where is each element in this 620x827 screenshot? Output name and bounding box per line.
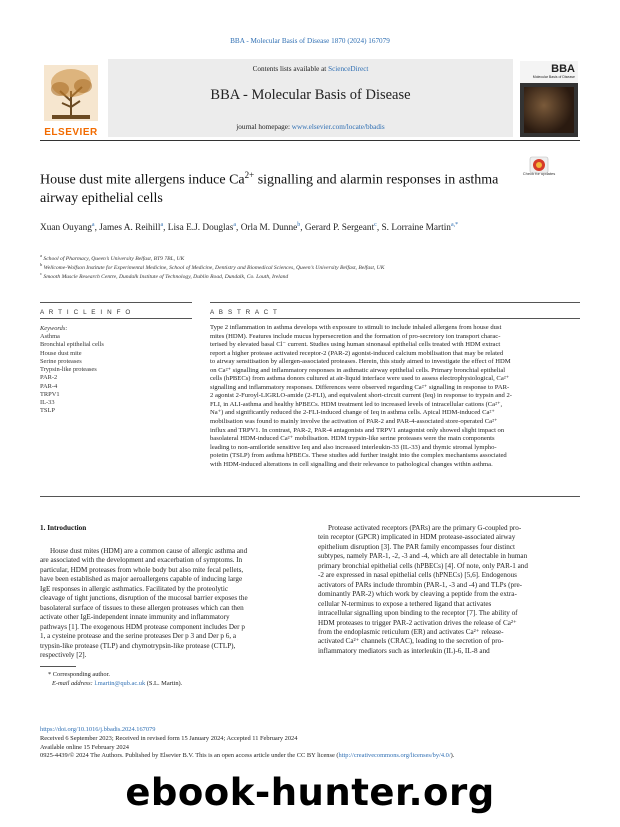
footnote-rule	[40, 666, 76, 667]
abstract-line: FLI, in ALI-asthma and healthy hPBECs. HDM treatment led to increased levels of intracellular cations (Ca²⁺,	[210, 400, 503, 408]
author-list: Xuan Ouyang$^a$, James A. Reihill$^a$, Lisa E.J. Douglas$^a$, Orla M. Dunne$^b$, Gerard P. Sergeant$^c$, S. Lorraine Martin$^{a,*}$	[40, 222, 459, 234]
intro-text-line: intracellular signalling upon binding to the receptor [7]. The ability of	[318, 609, 518, 618]
intro-text-line: are associated with the development and exacerbation of symptoms. In	[40, 556, 243, 565]
abstract-line: to airway sensitisation by allergen-associated proteases. Herein, this study aimed to investigate the effect of HDM	[210, 358, 511, 366]
running-head[interactable]: BBA - Molecular Basis of Disease 1870 (2024) 167079	[230, 37, 390, 45]
affiliation-c: $^c$ Smooth Muscle Research Centre, Dundalk Institute of Technology, Dublin Road, Dundalk, Co. Louth, Ireland	[40, 271, 289, 280]
article-info-rule-2	[40, 318, 192, 319]
intro-text-line: particular, HDM proteases from whole body but also mite fecal pellets,	[40, 565, 244, 574]
journal-homepage-link[interactable]: www.elsevier.com/locate/bbadis	[291, 123, 385, 131]
doi-link[interactable]: https://doi.org/10.1016/j.bbadis.2024.167079	[40, 726, 156, 733]
journal-banner	[40, 55, 580, 141]
author-name[interactable]: Orla M. Dunne	[240, 223, 298, 234]
intro-text-line: respectively [2].	[40, 650, 87, 659]
article-info-rule	[40, 302, 192, 303]
author-affiliation-marker[interactable]: a	[160, 222, 164, 228]
intro-text-line: basolateral surface of tissues to these allergen proteases which can then	[40, 603, 244, 612]
elsevier-tree-logo	[40, 61, 102, 137]
keyword-item: IL-33	[40, 399, 55, 406]
intro-text-line: subtypes, namely PAR-1, -2, -3 and -4, which are all detectable in human	[318, 552, 528, 561]
license-line: 0925-4439/© 2024 The Authors. Published by Elsevier B.V. This is an open access article under the CC BY license (http://creativecommons.org/licenses/by/4.0/).	[40, 752, 455, 760]
journal-homepage: journal homepage: www.elsevier.com/locate/bbadis	[236, 123, 385, 131]
author-affiliation-marker[interactable]: c	[374, 222, 377, 228]
intro-text-line: tein receptor (GPCR) implicated in HDM protease-associated airway	[318, 533, 516, 542]
watermark-text: ebook-hunter.org	[125, 771, 495, 814]
author-name[interactable]: S. Lorraine Martin	[381, 223, 451, 234]
intro-text-line: HDM proteases to trigger PAR-2 activation drives the release of Ca²⁺	[318, 618, 517, 627]
keyword-item: Asthma	[40, 333, 60, 340]
journal-title: BBA - Molecular Basis of Disease	[210, 87, 411, 103]
available-online: Available online 15 February 2024	[40, 743, 129, 751]
abstract-bottom-rule	[40, 496, 580, 497]
abstract-line: terised by elevated basal Cl⁻ current. Studies using human sinonasal epithelial cells treated with HDM extract	[210, 341, 501, 349]
intro-text-line: cleavage of tight junctions, disruption of the mucosal barrier exposes the	[40, 594, 248, 603]
keyword-item: Serine proteases	[40, 357, 82, 365]
intro-text-line: Protease activated receptors (PARs) are the primary G-coupled pro-	[328, 524, 522, 532]
author-affiliation-marker[interactable]: a	[233, 222, 237, 228]
intro-left-column	[40, 547, 302, 660]
intro-text-line: have been established as major aeroallergens capable of inducing large	[40, 575, 243, 584]
abstract-line: 2 agonist 2-Furoyl-LIGRLO-amide (2-FLI), and equivalent short-circuit current (Ieq) in response to trypsin and 2-	[210, 392, 512, 400]
author-name[interactable]: Lisa E.J. Douglas	[167, 223, 234, 234]
keyword-item: Bronchial epithelial cells	[40, 341, 104, 349]
abstract-line: mites (HDM). Features include mucus hypersecretion and the formation of pro-secretory ion transport charac-	[210, 332, 501, 340]
keyword-item: TRPV1	[40, 390, 60, 398]
footnote: * Corresponding author. E-mail address: l.martin@qub.ac.uk (S.L. Martin).	[40, 670, 340, 688]
author-affiliation-marker[interactable]: a	[91, 222, 95, 228]
check-for-updates-label: Check for updates	[522, 171, 556, 176]
abstract-line: poietin (TSLP) from asthma hPBECs. These studies add further insight into the complex mechanisms associated	[210, 452, 507, 460]
intro-text-line: activators of PARs include thrombin (PAR-1, -3 and -4) and TLPs (pre-	[318, 580, 523, 589]
intro-text-line: inflammatory mediators such as interleukin (IL)-6, IL-8 and	[318, 646, 490, 655]
author-affiliation-marker[interactable]: a,*	[450, 222, 459, 228]
intro-text-line: 1, a cysteine protease and the serine proteases Der p 3 and Der p 6, a	[40, 632, 237, 641]
author-name[interactable]: Xuan Ouyang	[40, 223, 92, 234]
abstract-line: influx and TRPV1. In contrast, PAR-2, PAR-4 antagonists and TRPV1 antagonist only showed slight impact on	[210, 426, 505, 434]
abstract-line: signalling and inflammatory responses. Differences were observed regarding Ca²⁺ signalling in response to PAR-	[210, 383, 510, 391]
intro-text-line: cellular N-terminus to expose a tethered ligand that activates	[318, 599, 492, 608]
cover-subtitle: Molecular Basis of Disease	[532, 75, 575, 79]
keyword-item: Trypsin-like proteases	[40, 366, 97, 373]
elsevier-wordmark: ELSEVIER	[44, 127, 98, 138]
abstract-line: mobilisation was found to mainly involve the activation of PAR-2 and PAR-4-associated store-operated Ca²⁺	[210, 418, 498, 426]
author-name[interactable]: Gerard P. Sergeant	[304, 223, 375, 234]
section-heading-introduction: 1. Introduction	[40, 524, 87, 532]
keywords-label: Keywords:	[40, 325, 68, 332]
intro-text-line: activate other IgE-independent innate immunity and inflammatory	[40, 613, 230, 622]
keyword-item: PAR-4	[40, 382, 58, 390]
intro-text-line: IgE responses in allergic asthmatics. Facilitated by the proteolytic	[40, 584, 229, 593]
author-name[interactable]: James A. Reihill	[99, 223, 161, 234]
affiliation-b: $^b$ Wellcome-Wolfson Institute for Experimental Medicine, School of Medicine, Dentistry and Biomedical Sciences, Queen’s University Belfast, Belfast, UK	[40, 262, 385, 271]
abstract-line: basolateral HDM-induced Ca²⁺ mobilisation. HDM trypsin-like serine proteases were the main components	[210, 435, 495, 443]
abstract-heading: A B S T R A C T	[210, 309, 279, 316]
abstract-line: report a higher protease activated receptor-2 (PAR-2) agonist-induced calcium mobilisation that may be related	[210, 349, 504, 357]
article-title: House dust mite allergens induce $Ca^{2+}$ signalling and alarmin responses in asthma airway epithelial cells	[40, 170, 499, 206]
abstract-line: leading to non-amiloride sensitive Ieq and also increased interleukin-33 (IL-33) and thymic stromal lympho-	[210, 443, 497, 451]
abstract-line: cells (hPBECs) from asthma donors cultured at air-liquid interface were used to assess electrophysiological, Ca²⁺	[210, 375, 510, 383]
received-dates: Received 6 September 2023; Received in revised form 15 January 2024; Accepted 11 February 2024	[40, 734, 298, 742]
intro-text-line: activated Ca²⁺ channels (CRAC), leading to the secretion of pro-	[318, 637, 504, 646]
intro-text-line: pathways [1]. The exogenous HDM protease component includes Der p	[40, 622, 245, 631]
keyword-item: PAR-2	[40, 374, 58, 382]
intro-text-line: primary bronchial epithelial cells (hPBECs) [4]. Of note, only PAR-1 and	[318, 561, 528, 570]
publication-footer	[40, 726, 600, 761]
article-info-heading: A R T I C L E I N F O	[40, 309, 132, 316]
intro-text-line: trypsin-like protease (TLP) and chymotrypsin-like protease (CTLP),	[40, 641, 236, 650]
author-affiliation-marker[interactable]: b	[297, 222, 301, 228]
keyword-item: TSLP	[40, 407, 55, 415]
affiliation-a: $^a$ School of Pharmacy, Queen’s University Belfast, BT9 7BL, UK	[40, 253, 185, 262]
abstract-line: Na⁺) and significantly reduced the 2-FLI-induced change of Ieq in asthma cells. Apical HDM-induced Ca²⁺	[210, 409, 495, 417]
abstract-rule-2	[210, 318, 580, 319]
abstract-line: with HDM-induced alterations in cell signalling and their relevance to pathological changes within asthma.	[210, 460, 493, 468]
corresponding-author-note: * Corresponding author.	[48, 671, 110, 678]
keywords-list	[40, 333, 104, 416]
intro-right-column	[318, 524, 580, 656]
intro-text-line: dominantly PAR-2) which work by cleaving a peptide from the extra-	[318, 590, 517, 599]
journal-info-box	[108, 59, 513, 137]
journal-cover-thumbnail	[520, 61, 578, 137]
intro-text-line: House dust mites (HDM) are a common cause of allergic asthma and	[50, 547, 248, 555]
license-link[interactable]: http://creativecommons.org/licenses/by/4.0/	[338, 752, 451, 760]
sciencedirect-link[interactable]: ScienceDirect	[328, 65, 369, 73]
abstract-line: Type 2 inflammation in asthma develops with exposure to stimuli to include inhaled allergens from house dust	[210, 324, 502, 331]
intro-text-line: from the endoplasmic reticulum (ER) and activates Ca²⁺ release-	[318, 627, 504, 636]
abstract-line: on Ca²⁺ signalling and inflammatory responses in asthmatic airway epithelial cells. Primary bronchial epithelial	[210, 366, 506, 374]
cover-title: BBA	[551, 63, 575, 75]
contents-line: Contents lists available at ScienceDirect	[252, 65, 369, 73]
keyword-item: House dust mite	[40, 349, 82, 357]
intro-text-line: epithelium disruption [3]. The PAR family encompasses four distinct	[318, 542, 515, 551]
intro-text-line: -2 are expressed in nasal epithelial cells (hPNECs) [5,6]. Endogenous	[318, 571, 517, 580]
corresponding-email-link[interactable]: l.martin@qub.ac.uk	[94, 680, 146, 687]
abstract-text	[210, 324, 580, 469]
cover-image	[524, 87, 574, 133]
abstract-rule	[210, 302, 580, 303]
